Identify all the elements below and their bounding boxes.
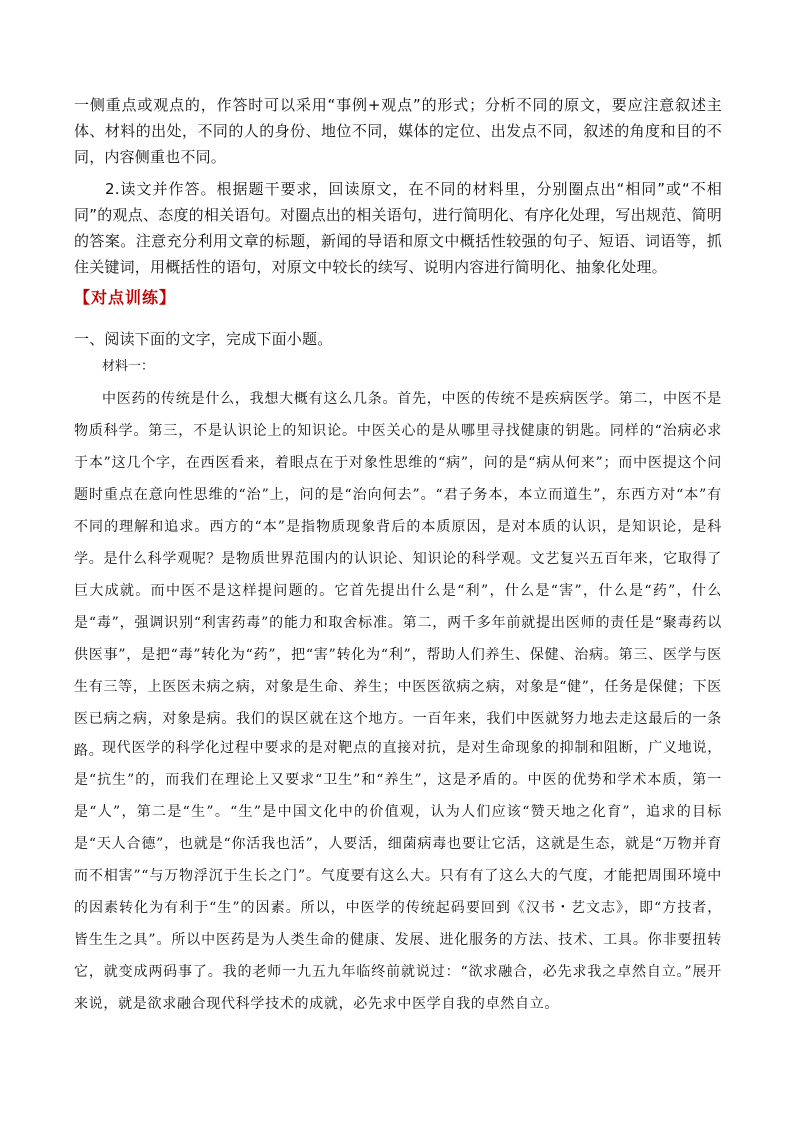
question-block (74, 326, 722, 352)
intro-paragraph-2: 2.读文并作答。根据题干要求，回读原文，在不同的材料里，分别圈点出“相同”或“不相同”的观点、态度的相关语句。对圈点出的相关语句，进行简明化、有序化处理，写出规范、简明的答案。注意充分利用文章的标题，新闻的导语和原文中概括性较强的句子、短语、词语等，抓住关键词，用概括性的语句，对原文中较长的续写、说明内容进行简明化、抽象化处理。 (74, 180, 722, 276)
section-heading-block (74, 287, 722, 309)
intro-paragraph-1: 一侧重点或观点的，作答时可以采用“事例+观点”的形式；分析不同的原文，要应注意叙述主体、材料的出处，不同的人的身份、地位不同，媒体的定位、出发点不同，叙述的角度和目的不同，内容侧重也不同。 (74, 96, 722, 166)
question-text: 一、阅读下面的文字，完成下面小题。 (74, 330, 333, 348)
section-heading: 【对点训练】 (74, 288, 177, 307)
material-label: 材料一： (102, 359, 155, 374)
intro-block-2 (74, 176, 722, 280)
material-block-1 (74, 383, 722, 767)
intro-block (74, 92, 722, 170)
material-paragraph-1: 中医药的传统是什么，我想大概有这么几条。首先，中医的传统不是疾病医学。第二，中医不是物质科学。第三，不是认识论上的知识论。中医关心的是从哪里寻找健康的钥匙。同样的“治病必求于本”这几个字，在西医看来，着眼点在于对象性思维的“病”，问的是“病从何来”；而中医提这个问题时重点在意向性思维的“治”上，问的是“治向何去”。“君子务本，本立而道生”，东西方对“本”有不同的理解和追求。西方的“本”是指物质现象背后的本质原因，是对本质的认识，是知识论，是科学。是什么科学观呢？是物质世界范围内的认识论、知识论的科学观。文艺复兴五百年来，它取得了巨大成就。而中医不是这样提问题的。它首先提出什么是“利”，什么是“害”，什么是“药”，什么是“毒”，强调识别“利害药毒”的能力和取舍标准。第二，两千多年前就提出医师的责任是“聚毒药以供医事”，是把“毒”转化为“药”，把“害”转化为“利”，帮助人们养生、保健、治病。第三、医学与医生有三等，上医医未病之病，对象是生命、养生；中医医欲病之病，对象是“健”，任务是保健；下医医已病之病，对象是病。我们的误区就在这个地方。一百年来，我们中医就努力地去走这最后的一条路。 (74, 391, 722, 759)
material-block-2 (74, 732, 722, 1020)
material-label-block (74, 357, 722, 377)
material-paragraph-2: 现代医学的科学化过程中要求的是对靶点的直接对抗，是对生命现象的抑制和阻断，广义地说，是“抗生”的，而我们在理论上又要求“卫生”和“养生”，这是矛盾的。中医的优势和学术本质，第一是“人”，第二是“生”。“生”是中国文化中的价值观，认为人们应该“赞天地之化育”，追求的目标是“天人合德”，也就是“你活我也活”，人要活，细菌病毒也要让它活，这就是生态，就是“万物并育而不相害”“与万物浮沉于生长之门”。气度要有这么大。只有有了这么大的气度，才能把周围环境中的因素转化为有利于“生”的因素。所以，中医学的传统起码要回到《汉书・艺文志》，即“方技者，皆生生之具”。所以中医药是为人类生命的健康、发展、进化服务的方法、技术、工具。你非要扭转它，就变成两码事了。我的老师一九五九年临终前就说过：“欲求融合，必先求我之卓然自立。”展开来说，就是欲求融合现代科学技术的成就，必先求中医学自我的卓然自立。 (74, 740, 722, 1012)
